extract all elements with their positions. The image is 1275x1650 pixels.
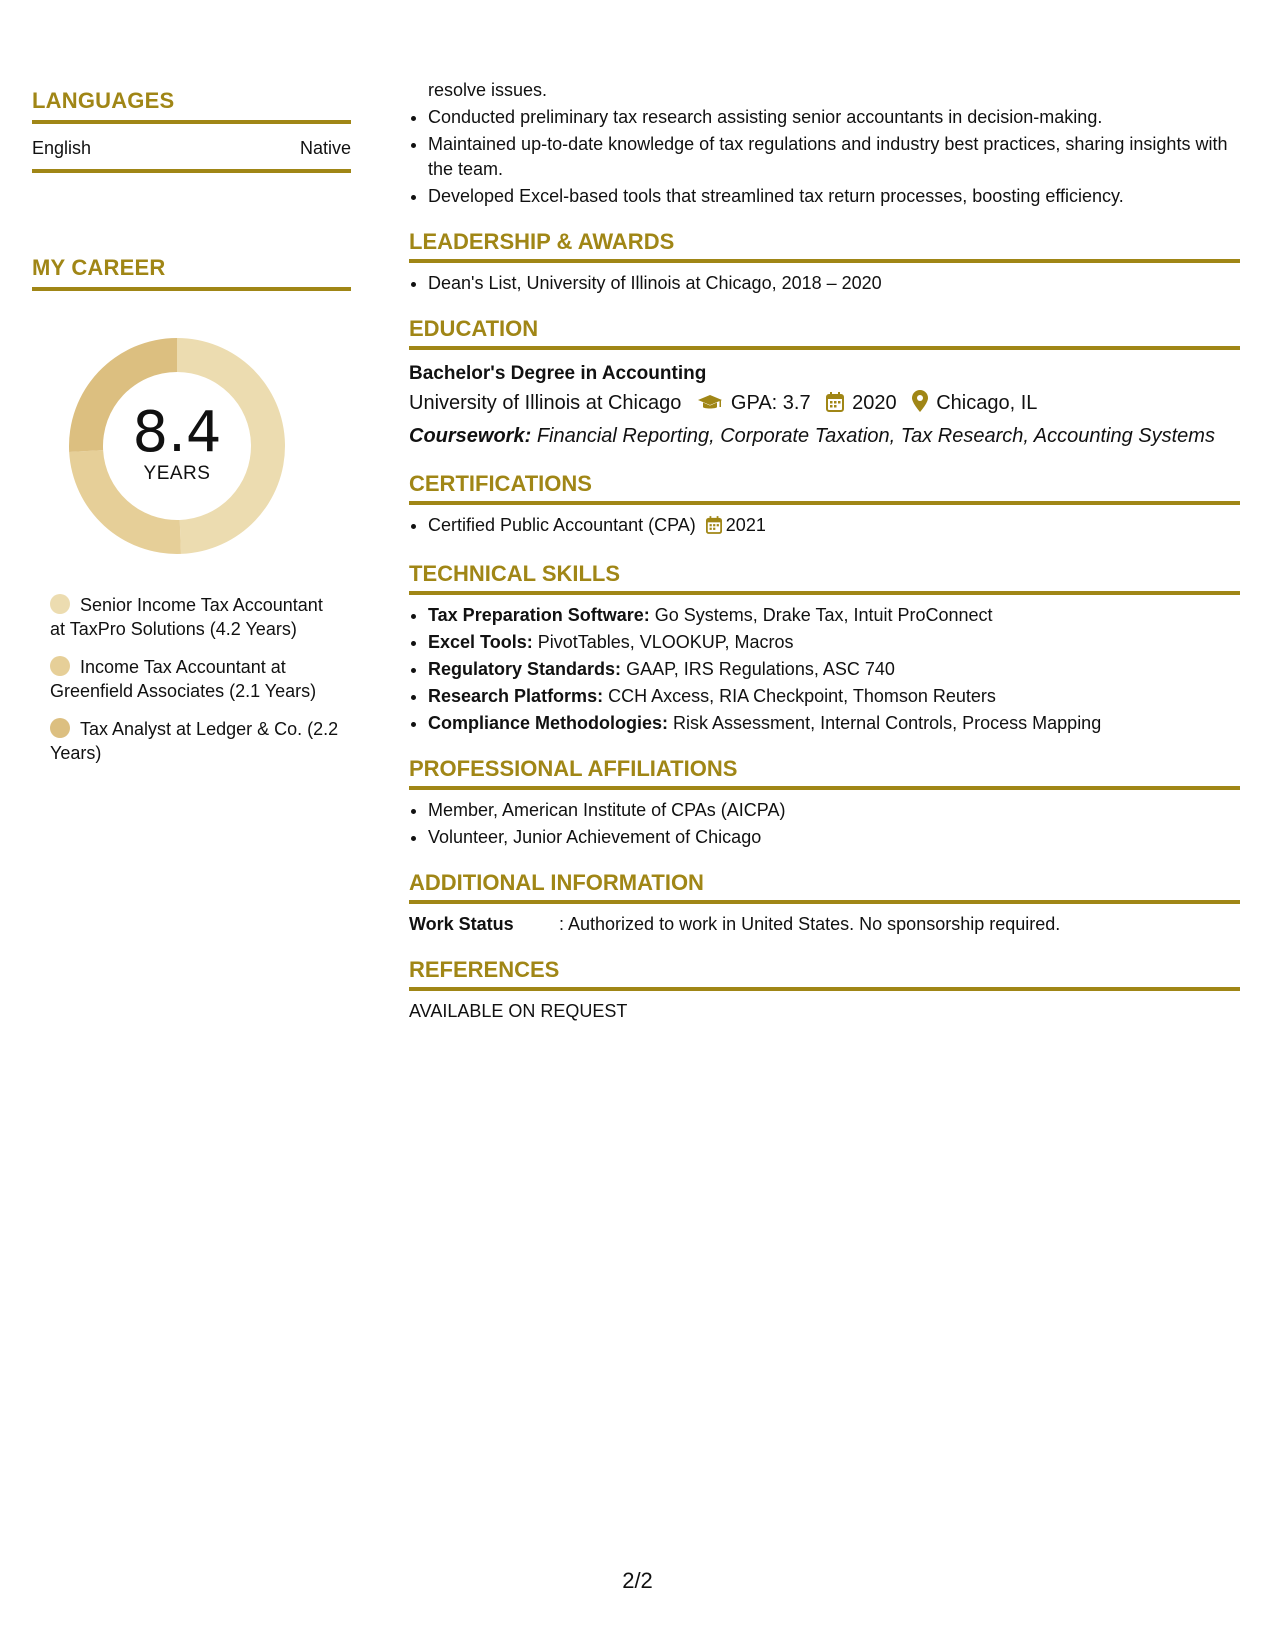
affiliation-item: • Volunteer, Junior Achievement of Chicago (428, 825, 1240, 850)
experience-continued-line: resolve issues. (428, 80, 548, 100)
education-location: Chicago, IL (936, 392, 1038, 414)
skill-item (428, 657, 1240, 682)
technical-skills-list (409, 603, 1240, 736)
skill-item (428, 603, 1240, 628)
coursework-text: Financial Reporting, Corporate Taxation, Tax Research, Accounting Systems (536, 425, 1215, 447)
skill-label: Tax Preparation Software: (428, 605, 650, 625)
certification-year: 2021 (725, 515, 766, 535)
education-degree: Bachelor's Degree in Accounting (409, 363, 707, 384)
education-title: EDUCATION (409, 316, 1240, 350)
donut-center (62, 400, 292, 485)
experience-bullet: • Maintained up-to-date knowledge of tax regulations and industry best practices, sharing insights with the team. (428, 132, 1240, 182)
skill-item (428, 684, 1240, 709)
work-status-label: Work Status (409, 914, 514, 934)
calendar-icon (826, 391, 844, 421)
language-level: Native (299, 138, 351, 158)
legend-dot (50, 718, 70, 738)
certifications-list (409, 513, 1240, 541)
leadership-list (409, 271, 1240, 296)
page-number: 2/2 (622, 1568, 653, 1593)
career-total-unit: YEARS (143, 463, 211, 484)
skill-item (428, 711, 1240, 736)
leadership-title: LEADERSHIP & AWARDS (409, 229, 1240, 263)
references-title: REFERENCES (409, 957, 1240, 991)
legend-item (50, 717, 340, 765)
legend-label: Senior Income Tax Accountant at TaxPro Solutions (4.2 Years) (50, 595, 323, 639)
graduation-cap-icon (697, 391, 723, 421)
skill-value: CCH Axcess, RIA Checkpoint, Thomson Reuters (608, 686, 996, 706)
skill-label: Regulatory Standards: (428, 659, 622, 679)
skill-value: PivotTables, VLOOKUP, Macros (537, 632, 794, 652)
technical-skills-title: TECHNICAL SKILLS (409, 561, 1240, 595)
right-column (409, 78, 1240, 1022)
location-pin-icon (912, 390, 928, 421)
coursework-label: Coursework: (409, 425, 532, 447)
skill-value: Go Systems, Drake Tax, Intuit ProConnect (654, 605, 993, 625)
languages-title: LANGUAGES (32, 88, 351, 124)
career-donut-chart (62, 331, 292, 561)
experience-bullet: • Developed Excel-based tools that streamlined tax return processes, boosting efficiency. (428, 184, 1240, 209)
certification-name: Certified Public Accountant (CPA) (428, 515, 696, 535)
skill-label: Compliance Methodologies: (428, 713, 669, 733)
skill-item (428, 630, 1240, 655)
additional-info-title: ADDITIONAL INFORMATION (409, 870, 1240, 904)
career-legend (50, 593, 340, 765)
legend-item (50, 655, 340, 703)
calendar-icon (706, 516, 722, 541)
skill-value: Risk Assessment, Internal Controls, Process Mapping (673, 713, 1102, 733)
legend-dot (50, 594, 70, 614)
work-status-value: : Authorized to work in United States. No sponsorship required. (559, 914, 1061, 934)
education-gpa: GPA: 3.7 (730, 392, 811, 414)
legend-label: Income Tax Accountant at Greenfield Associates (2.1 Years) (50, 657, 317, 701)
certification-item (428, 513, 1240, 541)
education-details (409, 388, 1240, 421)
certifications-title: CERTIFICATIONS (409, 471, 1240, 505)
legend-item (50, 593, 340, 641)
legend-label: Tax Analyst at Ledger & Co. (2.2 Years) (50, 719, 339, 763)
language-name: English (32, 138, 92, 158)
legend-dot (50, 656, 70, 676)
skill-label: Excel Tools: (428, 632, 533, 652)
career-title: MY CAREER (32, 255, 351, 291)
left-column (32, 88, 351, 779)
skill-value: GAAP, IRS Regulations, ASC 740 (626, 659, 895, 679)
leadership-item: • Dean's List, University of Illinois at Chicago, 2018 – 2020 (428, 271, 1240, 296)
language-row (32, 124, 351, 173)
affiliations-list (409, 798, 1240, 850)
education-coursework (409, 421, 1240, 451)
education-school: University of Illinois at Chicago (409, 392, 682, 414)
affiliations-title: PROFESSIONAL AFFILIATIONS (409, 756, 1240, 790)
skill-label: Research Platforms: (428, 686, 604, 706)
affiliation-item: • Member, American Institute of CPAs (AICPA) (428, 798, 1240, 823)
education-year: 2020 (852, 392, 897, 414)
career-total-value: 8.4 (132, 400, 222, 465)
experience-bullets (409, 105, 1240, 209)
references-text: AVAILABLE ON REQUEST (409, 1001, 628, 1021)
work-status-row (409, 912, 1240, 937)
experience-bullet: • Conducted preliminary tax research assisting senior accountants in decision-making. (428, 105, 1240, 130)
